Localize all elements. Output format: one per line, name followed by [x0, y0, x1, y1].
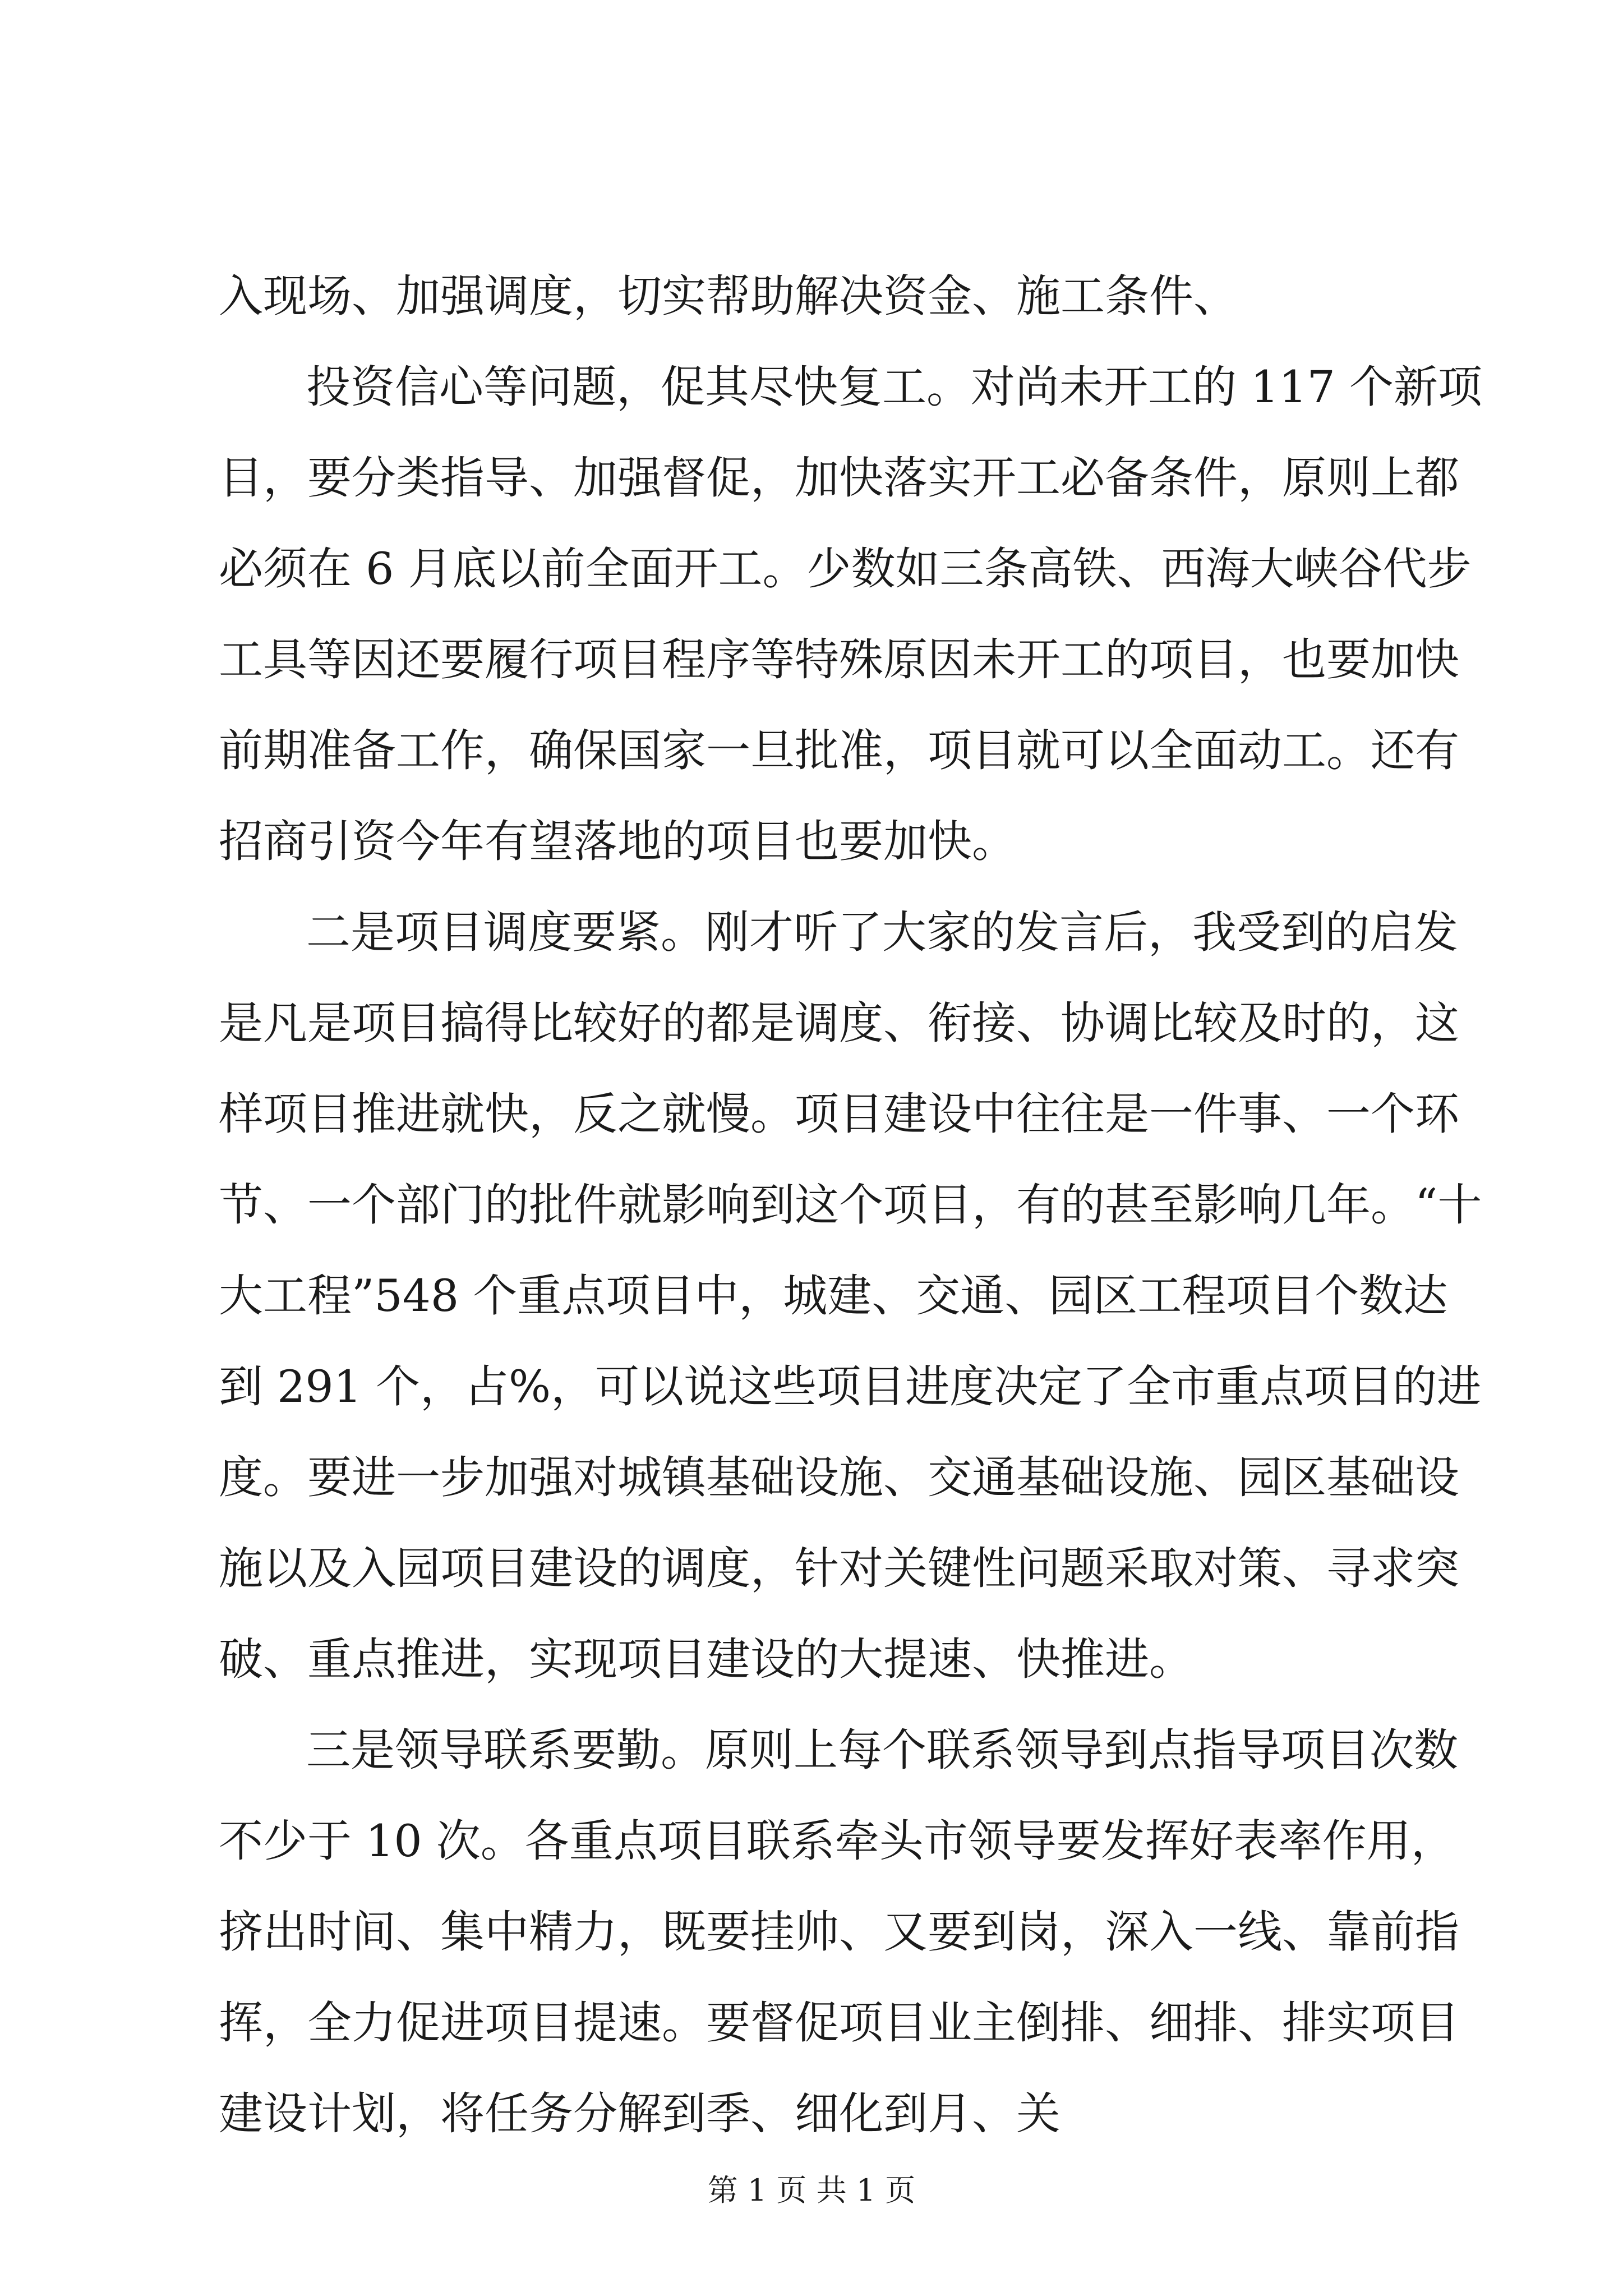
text-line: 不少于 10 次。各重点项目联系牵头市领导要发挥好表率作用， — [219, 1815, 1455, 1867]
text-line: 度。要进一步加强对城镇基础设施、交通基础设施、园区基础设 — [219, 1452, 1459, 1503]
text-line: 招商引资今年有望落地的项目也要加快。 — [219, 816, 1016, 867]
text-line: 大工程”548 个重点项目中，城建、交通、园区工程项目个数达 — [219, 1270, 1448, 1322]
paragraph-start: 二是项目调度要紧。刚才听了大家的发言后，我受到的启发 — [306, 907, 1458, 958]
text-line: 工具等因还要履行项目程序等特殊原因未开工的项目，也要加快 — [219, 634, 1459, 685]
page-number-footer: 第 1 页 共 1 页 — [707, 2173, 916, 2208]
paragraph-start: 三是领导联系要勤。原则上每个联系领导到点指导项目次数 — [306, 1724, 1458, 1776]
text-line: 节、一个部门的批件就影响到这个项目，有的甚至影响几年。“十 — [219, 1179, 1482, 1231]
text-line: 前期准备工作，确保国家一旦批准，项目就可以全面动工。还有 — [219, 725, 1459, 776]
text-line: 必须在 6 月底以前全面开工。少数如三条高铁、西海大峡谷代步 — [219, 543, 1472, 595]
text-line: 挥，全力促进项目提速。要督促项目业主倒排、细排、排实项目 — [219, 1997, 1459, 2049]
text-line: 目，要分类指导、加强督促，加快落实开工必备条件，原则上都 — [219, 452, 1459, 504]
text-line: 到 291 个，占%，可以说这些项目进度决定了全市重点项目的进 — [219, 1361, 1482, 1412]
text-line: 入现场、加强调度，切实帮助解决资金、施工条件、 — [219, 270, 1238, 322]
paragraph-start: 投资信心等问题，促其尽快复工。对尚未开工的 117 个新项 — [306, 361, 1483, 413]
text-line: 建设计划，将任务分解到季、细化到月、关 — [219, 2088, 1061, 2139]
text-line: 是凡是项目搞得比较好的都是调度、衔接、协调比较及时的，这 — [219, 997, 1459, 1049]
text-line: 挤出时间、集中精力，既要挂帅、又要到岗，深入一线、靠前指 — [219, 1906, 1459, 1958]
text-line: 样项目推进就快，反之就慢。项目建设中往往是一件事、一个环 — [219, 1088, 1459, 1140]
text-line: 破、重点推进，实现项目建设的大提速、快推进。 — [219, 1634, 1193, 1685]
text-line: 施以及入园项目建设的调度，针对关键性问题采取对策、寻求突 — [219, 1543, 1459, 1594]
